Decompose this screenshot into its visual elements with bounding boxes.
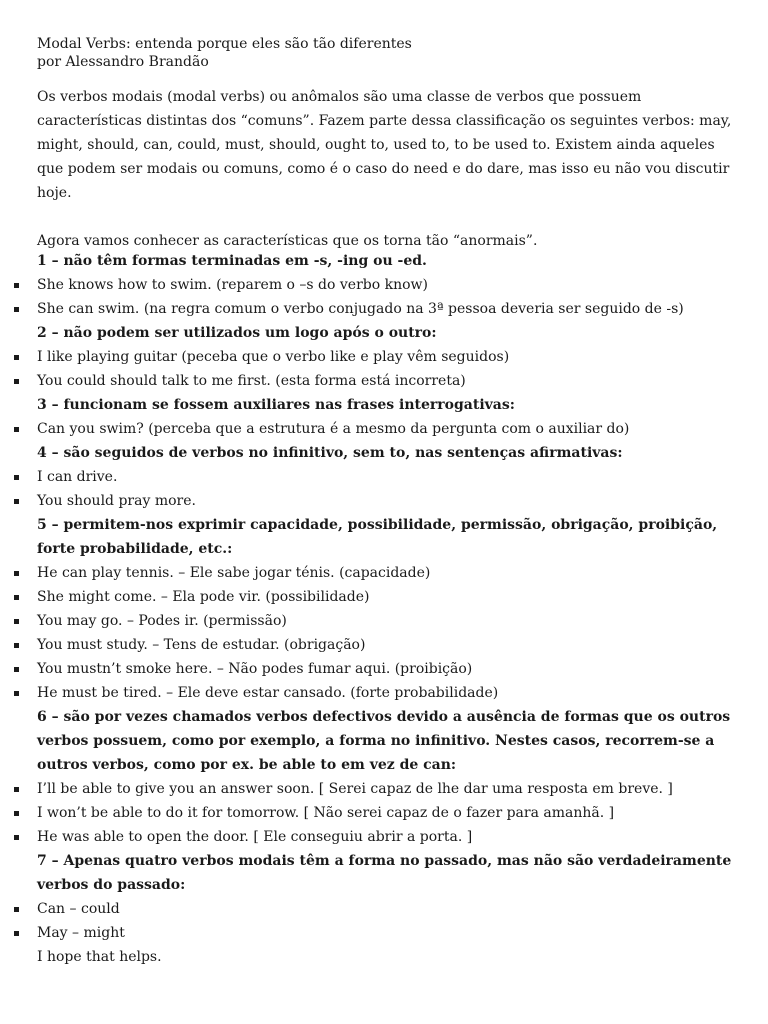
section-1 (0, 249, 768, 321)
section-2 (0, 321, 768, 393)
section-heading: 1 – não têm formas terminadas em -s, -ing ou -ed. (37, 253, 427, 269)
bullet-item: She knows how to swim. (reparem o –s do verbo know) (0, 273, 768, 297)
bullet-item: You must study. – Tens de estudar. (obrigação) (0, 633, 768, 657)
intro-paragraph: Agora vamos conhecer as características que os torna tão “anormais”. (37, 233, 538, 249)
author-line: por Alessandro Brandão (37, 54, 209, 70)
section-heading: 6 – são por vezes chamados verbos defectivos devido a ausência de formas que os outros verbos possuem, como por exemplo, a forma no infinitivo. Nestes casos, recorrem-se a outros verbos, como por ex. be able to em vez de can: (37, 709, 731, 773)
document-title (37, 35, 412, 71)
bullet-item: Can – could (0, 897, 768, 921)
bullet-item: May – might (0, 921, 768, 945)
bullet-item: I like playing guitar (peceba que o verbo like e play vêm seguidos) (0, 345, 768, 369)
bullet-item: I won’t be able to do it for tomorrow. [ Não serei capaz de o fazer para amanhã. ] (0, 801, 768, 825)
bullet-item: He can play tennis. – Ele sabe jogar ténis. (capacidade) (0, 561, 768, 585)
section-heading: 5 – permitem-nos exprimir capacidade, possibilidade, permissão, obrigação, proibição, forte probabilidade, etc.: (37, 517, 718, 557)
bullet-item: She might come. – Ela pode vir. (possibilidade) (0, 585, 768, 609)
title-line: Modal Verbs: entenda porque eles são tão diferentes (37, 36, 412, 52)
bullet-item: He must be tired. – Ele deve estar cansado. (forte probabilidade) (0, 681, 768, 705)
bullet-item: You mustn’t smoke here. – Não podes fumar aqui. (proibição) (0, 657, 768, 681)
section-4 (0, 441, 768, 513)
intro-paragraph: Os verbos modais (modal verbs) ou anômalos são uma classe de verbos que possuem características distintas dos “comuns”. Fazem parte dessa classificação os seguintes verbos: may, might, should, can, could, must, should, ought to, used to, to be used to. Existem ainda aqueles que podem ser modais ou comuns, como é o caso do need e do dare, mas isso eu não vou discutir hoje. (37, 89, 732, 201)
bullet-item: You may go. – Podes ir. (permissão) (0, 609, 768, 633)
bullet-item: I’ll be able to give you an answer soon. [ Serei capaz de lhe dar uma resposta em breve. ] (0, 777, 768, 801)
section-5 (0, 513, 768, 705)
section-heading: 4 – são seguidos de verbos no infinitivo, sem to, nas sentenças afirmativas: (37, 445, 623, 461)
section-heading: 3 – funcionam se fossem auxiliares nas frases interrogativas: (37, 397, 515, 413)
section-6 (0, 705, 768, 849)
bullet-item: He was able to open the door. [ Ele conseguiu abrir a porta. ] (0, 825, 768, 849)
bullet-item: You could should talk to me first. (esta forma está incorreta) (0, 369, 768, 393)
section-heading: 2 – não podem ser utilizados um logo após o outro: (37, 325, 437, 341)
closing-line: I hope that helps. (37, 949, 162, 965)
section-heading: 7 – Apenas quatro verbos modais têm a forma no passado, mas não são verdadeiramente verbos do passado: (37, 853, 732, 893)
sections (0, 249, 768, 969)
bullet-item: Can you swim? (perceba que a estrutura é a mesmo da pergunta com o auxiliar do) (0, 417, 768, 441)
intro (37, 85, 737, 253)
bullet-item: You should pray more. (0, 489, 768, 513)
bullet-item: She can swim. (na regra comum o verbo conjugado na 3ª pessoa deveria ser seguido de -s) (0, 297, 768, 321)
section-7 (0, 849, 768, 945)
section-3 (0, 393, 768, 441)
bullet-item: I can drive. (0, 465, 768, 489)
